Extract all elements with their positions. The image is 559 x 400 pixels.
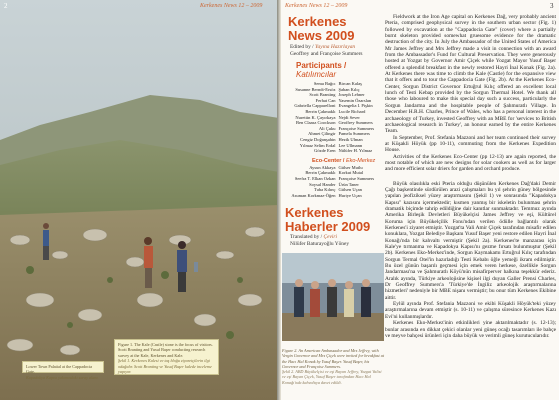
english-title: Kerkenes News 2009 (288, 14, 355, 43)
english-body-text (385, 14, 556, 173)
caption-en: Lower Town Palatial at the Cappadocia Gate. (26, 364, 93, 375)
eco-member-name: Françoise Summers (338, 175, 375, 181)
participant-name: Pamela Summers (338, 131, 370, 137)
participant-name: Evangelia I. Pişkin (338, 103, 373, 109)
participant-name: Cengiz Doğanşahin (300, 136, 336, 142)
turkish-body-text (385, 181, 556, 340)
participant-name: Gözde Eren (314, 148, 336, 154)
participant-name: Joseph Lehner (338, 92, 365, 98)
eco-member-name: Berrin Çakmaklı (305, 170, 336, 176)
running-head: Kerkenes News 12 – 2009 (200, 3, 263, 9)
participant-name: Lee Ullmann (338, 142, 363, 148)
body-paragraph: Fieldwork at the Iron Age capital on Kerkenes Dağ, very probably ancient Pteria, comprised geophysical survey in the southern urban sector (Fig. 1) followed by excavation at the "Cappadocia Gate" (cover) where a partially burnt skeleton provided somewhat gruesome evidence for the dramatic destruction of the city. In July the Ambassador of the United States of America Mr James Jeffrey and Mrs Jeffrey made a visit in connection with an award from the Ambassador's Fund for Cultural Preservation. They were generously hosted at Yozgat by Governor Amir Çiçek while Yozgat Mayor Yusuf Başer offered a splendid breakfast in the newly restored Hayri İnal Konak (Fig. 2a). At Kerkenes there was time to climb the Kale (Castle) for the expansive view that it offers and to tour the Cappadocia Gate (Fig. 2b). At the Kerkenes Eco-Center, Sorgun District Governor Ertuğrul Kılıç offered an excellent local lunch of Testi Kebap provided by the Sorgun Thermal Hotel. We thank all those who laboured to make this special day such a success, particularly the Sorgun Jandarma and the hospitable people of Şahmuratlı Village. In December H.R.H. Charles, Prince of Wales, who has a personal interest in the archaeology of Turkey, invested Geoffrey with an MBE for 'services to British archaeological research in Turkey', an honour earned by the entire Kerkenes Team. (385, 14, 556, 135)
right-column (385, 14, 556, 397)
caption-tr: Şekil 2. ABD Büyükelçisi ve eşi Bayan Jeffrey, Yozgat Valisi ve eşi Bayan Çiçek, Yusuf Başer tarafından Hacı Hal Konağı'nda kahvaltıya davet edildi. (282, 369, 382, 385)
participants-label-tr: Katılımcılar (296, 70, 337, 79)
translated-by-label-tr: Çeviri (323, 234, 337, 241)
body-paragraph-tr: Kerkenes Eko-Merkez'inin etkinlikleri yine aktarılmaktadır (s. 12-13); bunlar arasında en dikkat çekici olanlar yeni güneş ocağı tasarımları ile bahçe ve meyve bahçesi ürünleri için daha büyük ve verimli güneş kurutucularıdır. (385, 320, 556, 339)
eco-center-label: Eco-Center (312, 157, 342, 164)
participant-name: Gabriella Capparelloni (294, 103, 336, 109)
eco-member-name: Soysal Hander (309, 181, 336, 187)
eco-member-name: Ürün Taner (338, 181, 359, 187)
participant-name: Berrin Çakmaklı (305, 108, 336, 114)
caption-en: Figure 2. An American Ambassador and Mrs Jeffrey, with Vergin Governor and Mrs Çiçek were invited for breakfast at the Hacı Hal Konak by Yusuf Başer. Yusuf Başer, his Governor and Françoise Summers. (282, 348, 384, 369)
ambassador-visit-photo (282, 253, 384, 341)
left-column (282, 14, 384, 397)
eco-center-list (282, 165, 384, 199)
participant-name: Françoise Summers (338, 125, 375, 131)
participant-name: Ferhat Can (315, 97, 336, 103)
participants-label: Participants (296, 61, 342, 70)
body-paragraph: Activities of the Kerkenes Eco-Center (pp 12-13) are again reported, the most notable of which are new designs for solar cookers as well as for larger and more efficient solar driers for garden and orchard produce. (385, 153, 556, 173)
eco-member-name: Huriye Uçan (338, 192, 362, 198)
participant-name: Scott Branting (309, 92, 336, 98)
participant-name: Bircan Kalaş (338, 81, 362, 86)
participant-name: Şaban Kılıç (338, 86, 360, 92)
participants-col-1 (282, 81, 338, 154)
edited-by-label-tr: Yayına Hazırlayan (315, 44, 356, 50)
participant-name: Susanne Berndt-Ersöz (295, 86, 336, 92)
eco-member-name: Seefra T. Elkan Ozkan (294, 175, 336, 181)
eco-col-2 (338, 165, 384, 199)
participant-name: Sema Bağcı (313, 81, 336, 86)
eco-member-name: Gülser Mutlu (338, 164, 363, 170)
figure-caption (114, 339, 219, 375)
participant-name: Yasemin Özarslan (338, 97, 372, 103)
left-page (0, 0, 279, 400)
caption-en: Figure 1. The Kale (Castle) stone is the focus of visitors. Scott Branting and Yusuf Başer conducting research survey at the Kale, Kerkenes and Kale. (118, 342, 213, 358)
translated-by-line: Translated by / Çeviri (290, 234, 337, 241)
participant-name: Nurettin K. Çayırkaya (295, 114, 336, 120)
turkish-title: Kerkenes Haberler 2009 (285, 205, 371, 235)
caption-tr: Şekil 1. Kerkenes Kalesi ve taş bloğu ziyaretçilerin ilgi odağıdır. Scott Branting ve Yusuf Başer kalede inceleme yapıyor. (118, 358, 212, 375)
eco-member-name: Korkut Mutal (338, 170, 364, 176)
page-gutter (277, 0, 281, 400)
translated-by-label: Translated by (290, 234, 320, 241)
eco-center-label-tr: Eko-Merkez (345, 157, 376, 164)
eco-center-heading: Eco-Center / Eko-Merkez (312, 157, 376, 164)
participant-name: Ahmet Çilingir (308, 131, 336, 137)
edited-by-label: Edited by (290, 44, 311, 50)
participant-name: Geoffrey Summers (338, 120, 373, 126)
body-paragraph-tr: Eylül ayında Prof. Stefania Mazzoni ve ekibi Küşakli Höyük'teki yüzey araştırmalarına devam etmiştir (s. 10-11) ve çalışma süresince Kerkenes Kazı Evi'ni kullanmışlardır. (385, 301, 556, 320)
page-number: 2 (4, 2, 8, 10)
editors: Geoffrey and Françoise Summers (290, 50, 363, 57)
right-page (279, 0, 559, 400)
participants-list (282, 81, 384, 154)
participant-name: Lucile Richard (338, 108, 366, 114)
participant-name: Hezik Ulman (338, 136, 363, 142)
body-paragraph-tr: Büyük olasılıkla eski Pteria olduğu düşünülen Kerkenes Dağ'daki Demir Çağı başkentinde sürdürülen arazi çalışmaları bu yıl şehrin güney bölgesinde yapılan jeofiziksel yüzey araştırmasını (Şekil 1) ve sonrasında "Kapadokya Kapısı" kazısını içermektedir; kısmen yanmış bir iskeletin bulunması şehrin dramatik biçimde tahrip edildiğine dair kanıtlar sunmaktadır. Temmuz ayında Amerika Birleşik Devletleri Büyükelçisi James Jeffrey ve eşi, Kültürel Koruma için Büyükelçilik Fonu'ndan verilen ödülle bağlantılı olarak Kerkenes'i ziyaret etmiştir. Yozgat'ta Vali Amir Çiçek tarafından misafir edilen konuklara, Yozgat Belediye Başkanı Yusuf Başer yeni restore edilen Hayri İnal Konağı'nda bir kahvaltı vermiştir (Şekil 2a). Kerkenes'te manzarası için Kale'ye tırmanma ve Kapadokya Kapısı'nı gezme fırsatı bulunmuştur (Şekil 2b). Kerkenes Eko-Merkez'inde, Sorgun Kaymakamı Ertuğrul Kılıç tarafından Sorgun Termal Otel'in hazırladığı Testi Kebabı öğle yemeği ikram edilmiştir. Bu özel günün başarılı geçmesi için emek veren herkese, özellikle Sorgun Jandarması'na ve Şahmuratlı Köyü'nün misafirperver halkına teşekkür ederiz. Aralık ayında, Türkiye arkeolojisine kişisel ilgi duyan Galler Prensi Charles, Dr Geoffrey Summers'a 'Türkiye'de İngiliz arkeolojik araştırmalarına hizmetleri' nedeniyle bir MBE nişanı vermiştir; bu onur tüm Kerkenes Ekibine aittir. (385, 180, 556, 301)
eco-member-name: Asuman Korkmaz-Öğen (291, 192, 336, 198)
participant-name: Nejdi Sever (338, 114, 360, 120)
caption-tr: Kapadokya Kapısı yakınındaki saray alanı. (26, 374, 99, 380)
participants-col-2 (338, 81, 384, 154)
body-paragraph: In September, Prof. Stefania Mazzoni and her team continued their survey at Küşakli Höyük (pp 10-11), commuting from the Kerkenes Expedition House. (385, 134, 556, 154)
figure-2-caption (282, 348, 384, 384)
edited-by-line: Edited by / Yayına Hazırlayan (290, 44, 356, 50)
eco-member-name: Aysun Akkaya (309, 164, 336, 170)
page-number: 3 (550, 2, 554, 10)
participant-name: Ben Claasz Coockson (295, 120, 336, 126)
running-head: Kerkenes News 12 – 2009 (285, 3, 348, 9)
eco-member-name: Gülsen Uçan (338, 187, 362, 193)
photo-caption (22, 361, 104, 380)
participant-name: Nülüfer H. Yılmaz (338, 148, 373, 154)
eco-col-1 (282, 165, 338, 199)
translator: Nilüfer Baturayoğlu Yöney (290, 240, 350, 247)
participant-name: Ali Çuku (318, 125, 336, 131)
participant-name: Yılmaz Selim Erdal (299, 142, 336, 148)
eco-member-name: Tuba Kılınç (313, 187, 336, 193)
participants-heading: Participants / Katılımcılar (296, 61, 347, 79)
